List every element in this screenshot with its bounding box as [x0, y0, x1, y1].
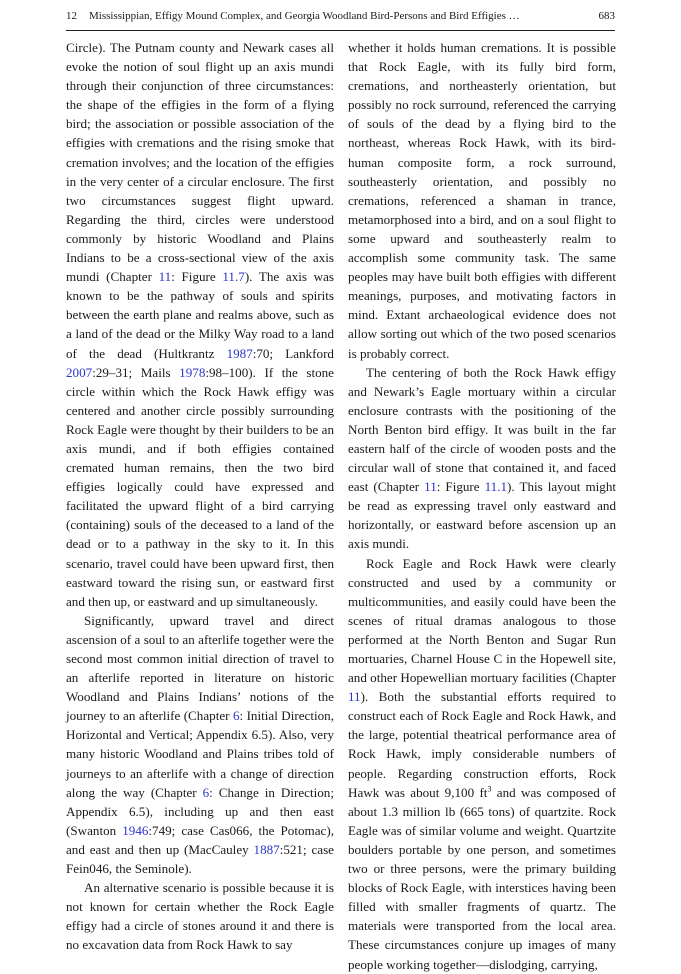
text-run: Rock Eagle and Rock Hawk were clearly constructed and used by a community or multicommunities, and easily could have been the scenes of ritual dramas analogous to those performed at the North Benton and Sugar Run mortuaries, Charnel House C in the Hopewell site, and other Hopewellian mortuary facilities (Chapter	[348, 555, 616, 686]
chapter-number: 12	[66, 10, 77, 22]
citation-link[interactable]: 1978	[179, 364, 206, 380]
text-run: The centering of both the Rock Hawk effigy and Newark’s Eagle mortuary within a circular enclosure contrasts with the positioning of the North Benton bird effigy. It was built in the far eastern half of the circle of wooden posts and the circular wall of stone that contained it, and faced east (Chapter	[348, 364, 616, 495]
left-column	[66, 38, 334, 955]
text-run: and was composed of about 1.3 million lb (665 tons) of quartzite. Rock Eagle was of similar volume and weight. Quartzite boulders portable by one person, and sometimes two or three persons, were the primary building blocks of Rock Eagle, with interstices having been filled with smaller fragments of quartz. The materials were transported from the local area. These circumstances conjure up images of many people working together—dislodging, carrying,	[348, 784, 616, 972]
text-run: Significantly, upward travel and direct ascension of a soul to an afterlife together were the second most common initial direction of travel to an afterlife reported in literature on historic Woodland and Plains Indians’ notions of the journey to an afterlife (Chapter	[66, 612, 334, 724]
header-left	[66, 6, 520, 28]
paragraph	[66, 878, 334, 954]
text-run: :749; case Cas066, the Potomac), and east and then up (MacCauley	[66, 822, 334, 857]
text-run: :70; Lankford	[252, 345, 334, 361]
text-run: : Initial Direction, Horizontal and Vertical; Appendix 6.5). Also, very many historic Woodland and Plains tribes told of journeys to an afterlife with a change of direction along the way (Chapter	[66, 708, 334, 800]
paragraph	[348, 38, 616, 363]
text-run: : Change in Direction; Appendix 6.5), including up and then east (Swanton	[66, 784, 334, 838]
text-run: :98–100). If the stone circle within which the Rock Hawk effigy was centered and another circle possibly surrounding Rock Eagle were thought by their builders to be an axis mundi, and if both effigies contained cremated human remains, then the two bird effigies logically could have expressed and facilitated the upward flight of a bird carrying (containing) souls of the deceased to a land of the dead or to a pathway in the sky to it. In this scenario, travel could have been upward first, then eastward toward the rising sun, or eastward first and then up, or eastward and up simultaneously.	[66, 364, 334, 609]
chapter-link[interactable]: 6	[232, 708, 240, 724]
figure-link[interactable]: 11.1	[484, 479, 508, 495]
text-run: : Figure	[171, 269, 223, 285]
citation-link[interactable]: 1987	[226, 345, 253, 361]
citation-link[interactable]: 1946	[122, 822, 149, 838]
chapter-link[interactable]: 11	[158, 269, 172, 285]
paragraph	[66, 38, 334, 611]
text-run: : Figure	[436, 479, 485, 495]
chapter-link[interactable]: 11	[424, 479, 437, 495]
right-column	[348, 38, 616, 974]
citation-link[interactable]: 2007	[66, 364, 93, 380]
text-run: ). Both the substantial efforts required to construct each of Rock Eagle and Rock Hawk, and the large, potential theatrical performance area of Rock Hawk, imply considerable numbers of people. Regarding construction efforts, Rock Hawk was about 9,100 ft	[348, 689, 616, 800]
page-number: 683	[598, 10, 615, 22]
paragraph	[348, 363, 616, 554]
text-run: Circle). The Putnam county and Newark cases all evoke the notion of soul flight up an axis mundi through their conjunction of three circumstances: the shape of the effigies in the form of a flying bird; the association or possible association of the effigies with cremations and the rising smoke that cremation involves; and the location of the effigies in the very center of a circular enclosure. The first two circumstances suggest flight upward. Regarding the third, circles were understood commonly by historic Woodland and Plains Indians to be a cross-sectional view of the axis mundi (Chapter	[66, 40, 334, 285]
text-run: ). The axis was known to be the pathway of souls and spirits between the earth plane and realms above, such as a land of the dead or the Milky Way road to a land of the dead (Hultkrantz	[66, 269, 335, 361]
running-header	[66, 6, 615, 28]
chapter-link[interactable]: 11	[348, 689, 361, 705]
citation-link[interactable]: 1887	[253, 841, 280, 857]
text-run: An alternative scenario is possible because it is not known for certain whether the Rock Eagle effigy had a circle of stones around it and there is no excavation data from Rock Hawk to say	[66, 880, 334, 953]
superscript: 3	[487, 784, 492, 794]
text-run: :521; case Fein046, the Seminole).	[66, 841, 334, 877]
chapter-link[interactable]: 6	[202, 784, 210, 800]
figure-link[interactable]: 11.7	[222, 269, 245, 285]
paragraph	[348, 554, 616, 974]
text-run: :29–31; Mails	[92, 364, 180, 380]
text-run: ). This layout might be read as expressing travel only eastward and horizontally, or eastward before ascension up an axis mundi.	[348, 479, 617, 552]
running-title: Mississippian, Effigy Mound Complex, and Georgia Woodland Bird-Persons and Bird Effigies …	[89, 10, 520, 22]
text-run: whether it holds human cremations. It is possible that Rock Eagle, with its fully bird form, cremations, and northeasterly orientation, but possibly no rock surround, referenced the carrying of souls of the dead by a flying bird to the northeast, whereas Rock Hawk, with its bird-human composite form, a rock surround, southeasterly orientation, and possibly no cremations, referenced a shaman in trance, metamorphosed into a bird, and on a soul flight to some upward and southeasterly realm to accomplish some community task. The same peoples may have built both effigies with different meanings, purposes, and motivating factors in mind. Extant archaeological evidence does not allow sorting out which of the two posed scenarios is probably correct.	[348, 40, 616, 361]
header-rule	[66, 30, 615, 31]
paragraph	[66, 611, 334, 878]
